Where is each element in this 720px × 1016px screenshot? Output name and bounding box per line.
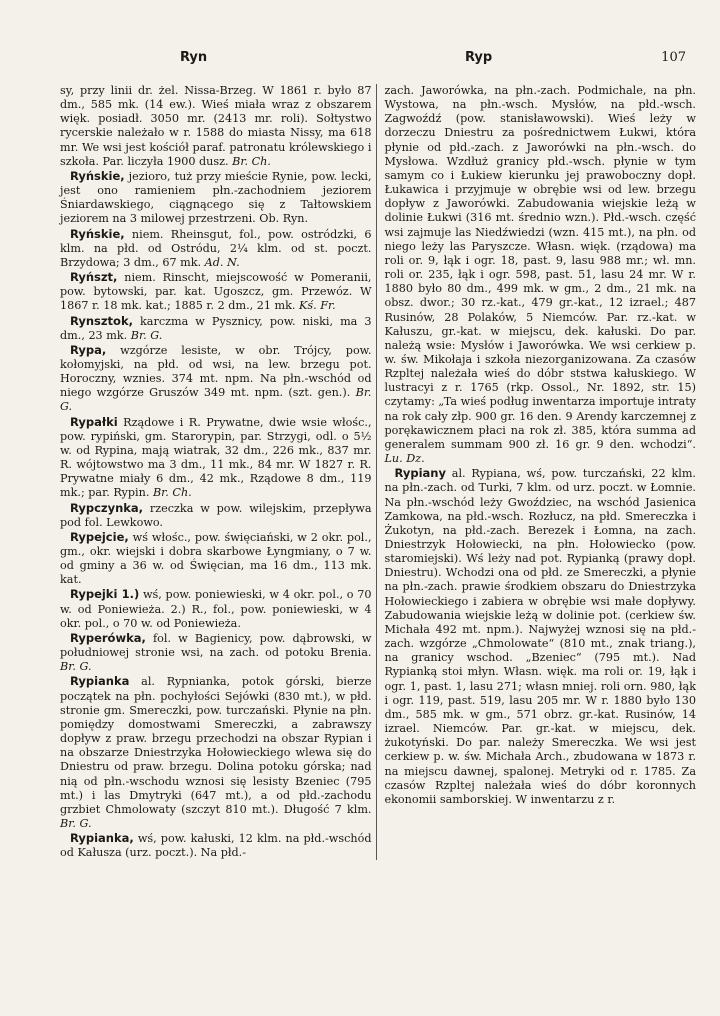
entry-text: wś, pow. kałuski, 12 klm. na płd.-wschód od Kałusza (urz. poczt.). Na płd.- [60,832,372,860]
entry-signature: Br. G. [60,660,92,674]
entry-signature: Lu. Dz. [384,452,425,466]
entry-headword: Rypczynka, [70,500,144,515]
entry-signature: Br. G. [130,328,163,342]
dictionary-entry [60,631,372,674]
dictionary-entry [60,84,372,169]
entry-text: sy, przy linii dr. żel. Nissa-Brzeg. W 1861 r. było 87 dm., 585 mk. (14 ew.). Wieś miała wraz z obszarem więk. posiadł. 3050 mr. (2413 mr. roli). Sołtystwo rycerskie należało w r. 1588 do miasta Nissy, ma 618 mr. We wsi jest kościół paraf. patronatu królewskiego i szkoła. Par. liczyła 1900 dusz. [60,84,372,168]
entry-text: niem. Rheinsgut, fol., pow. ostródzki, 6 klm. na płd. od Ostródu, 2¼ klm. od st. poczt. Brzydowa; 3 dm., 67 mk. [60,227,372,269]
entry-headword: Rypa, [70,342,107,357]
entry-signature: Ad. N. [204,255,240,269]
header-left-title: Ryn [180,50,208,65]
entry-text: zach. Jaworówka, na płn.-zach. Podmichale, na płn. Wystowa, na płn.-wsch. Mysłów, na płd.-wsch. Zagwoźdź (pow. stanisławowski). Wieś leży w dorzeczu Dniestru za pośrednictwem Łukwi, która płynie od płd.-zach. z Jaworówki na płn.-wsch. do Mysłowa. Wzdłuż granicy płd.-wsch. płynie w tym samym co i Łukiew kierunku jej prawoboczny dopł. Łukawica i przyjmuje w obrębie wsi od lew. brzegu dopływ z Jaworówki. Zabudowania wiejskie leżą w dolinie Łukwi (316 mt. średnio wzn.). Płd.-wsch. część wsi zajmuje las Niedźwiedzi (wzn. 415 mt.), na płn. od niego leży las Paryszcze. Własn. więk. (rządowa) ma roli or. 9, łąk i ogr. 18, past. 9, lasu 988 mr.; wł. mn. roli or. 235, łąk i ogr. 598, past. 51, lasu 24 mr. W r. 1880 było 80 dm., 499 mk. w gm., 2 dm., 21 mk. na obsz. dwor.; 30 rz.-kat., 479 gr.-kat., 12 izrael.; 487 Rusinów, 28 Polaków, 5 Niemców. Par. rz.-kat. w Kałuszu, gr.-kat. w miejscu, dek. kałuski. Do par. należą wsie: Mysłów i Jaworówka. We wsi cerkiew p. w. św. Mikołaja i szkoła niezorganizowana. Za czasów Rzpltej należała wieś do dóbr ststwa kałuskiego. W lustracyi z r. 1765 (rkp. Ossol., Nr. 1892, str. 15) czytamy: „Ta wieś podług inwentarza importuje intraty na rok cały złp. 900 gr. 16 den. 9 Arendy karczemnej z porękawicznem płaci na rok zł. 385, która summa ad generalem summam 900 zł. 16 gr. 9 den. wchodzi“. [384,84,697,451]
entry-signature: Br. Ch. [232,154,271,168]
entry-text: niem. Rinscht, miejscowość w Pomeranii, pow. bytowski, par. kat. Ugoszcz, gm. Przewóz. W 1867 r. 18 mk. kat.; 1885 r. 2 dm., 21 mk. [60,271,372,313]
dictionary-entry [60,270,372,313]
dictionary-entry [60,831,372,860]
dictionary-entry [60,227,372,270]
dictionary-entry [60,587,372,630]
entry-headword: Rypianka [70,674,130,689]
entry-headword: Rypianka, [70,831,134,846]
dictionary-entry [385,466,697,807]
entry-headword: Ryperówka, [70,630,146,645]
dictionary-entry [60,314,372,343]
left-column [60,84,377,860]
entry-text: fol. w Bagienicy, pow. dąbrowski, w południowej stronie wsi, na zach. od potoku Brenia. [60,631,372,660]
entry-headword: Rypejcie, [70,529,129,544]
entry-headword: Ryńskie, [70,226,125,241]
text-columns [60,84,696,860]
right-column [383,84,697,860]
page-number: 107 [661,50,686,65]
entry-headword: Rypiany [394,466,446,481]
entry-signature: Br. Ch. [152,486,192,500]
dictionary-entry [385,84,697,466]
entry-headword: Ryńskie, [70,168,125,183]
entry-text: karczma w Pysznicy, pow. niski, ma 3 dm., 23 mk. [60,314,372,342]
dictionary-entry [60,674,372,831]
dictionary-entry [60,501,372,530]
entry-headword: Ryńszt, [70,270,118,285]
entry-headword: Rypejki 1.) [70,587,140,602]
running-header [60,44,696,70]
dictionary-entry [60,343,372,415]
entry-text: wzgórze lesiste, w obr. Trójcy, pow. kołomyjski, na płd. od wsi, na lew. brzegu pot. Horoczny, wznies. 374 mt. npm. Na płn.-wschód od niego wzgórze Gruszów 349 mt. npm. (szt. gen.). [60,343,372,400]
dictionary-entry [60,415,372,501]
entry-text: wś włośc., pow. święciański, w 2 okr. pol., gm., okr. wiejski i dobra skarbowe Łyngmiany, o 7 w. od gminy a 36 w. od Święcian, ma 16 dm., 113 mk. kat. [60,530,372,587]
entry-text: wś, pow. poniewieski, w 4 okr. pol., o 70 w. od Poniewieża. 2.) R., fol., pow. poniewieski, w 4 okr. pol., o 70 w. od Poniewieża. [60,588,372,630]
entry-text: jezioro, tuż przy mieście Rynie, pow. lecki, jest ono ramieniem płn.-zachodniem jeziorem Śniardawskiego, ciągnącego się z Tałtowskiem jeziorem na 3 milowej przestrzeni. Ob. Ryn. [60,169,372,226]
entry-text: Rządowe i R. Prywatne, dwie wsie włośc., pow. rypiński, gm. Starorypin, par. Strzygi, odl. o 5½ w. od Rypina, mają wiatrak, 32 dm., 226 mk., 837 mr. R. wójtowstwo ma 3 dm., 11 mk., 84 mr. W 1827 r. R. Prywatne miały 6 dm., 42 mk., Rządowe 8 dm., 119 mk.; par. Rypin. [60,415,372,500]
dictionary-entry [60,530,372,588]
entry-signature: Kś. Fr. [299,299,336,313]
entry-signature: Br. G. [60,816,92,830]
header-right-title: Ryp [465,50,493,65]
entry-headword: Rypałki [70,414,118,429]
entry-headword: Rynsztok, [70,313,133,328]
entry-text: al. Rypnianka, potok górski, bierze początek na płn. pochyłości Sejówki (830 mt.), w płd. stronie gm. Smereczki, pow. turczański. Płynie na płn. pomiędzy domostwami Smereczki, a zabrawszy dopływ z praw. brzegu przechodzi na obszar Rypian i na obszarze Dniestrzyka Hołowieckiego wlewa się do Dniestru od praw. brzegu. Dolina potoku górska; nad nią od płn.-wschodu wznosi się lesisty Bzeniec (795 mt.) i las Dmytryki (647 mt.), a od płd.-zachodu grzbiet Chmolowaty (szczyt 810 mt.). Długość 7 klm. [60,675,372,816]
entry-text: rzeczka w pow. wilejskim, przepływa pod fol. Lewkowo. [60,501,372,529]
dictionary-entry [60,169,372,227]
entry-signature: Br. G. [60,386,372,414]
entry-text: al. Rypiana, wś, pow. turczański, 22 klm. na płn.-zach. od Turki, 7 klm. od urz. poczt. w Łomnie. Na płn.-wschód leży Gwoździec, na wschód Jasienica Zamkowa, na płd.-wsch. Rozłucz, na płd. Smereczka i Żukotyn, na płd.-zach. Berezek i Łomna, na zach. Dniestrzyk Hołowiecki, na płn. Hołowiecko (pow. staromiejski). Wś leży nad pot. Rypianką (prawy dopł. Dniestru). Wchodzi ona od płd. ze Smereczki, a płynie na płn.-zach. prawie środkiem obszaru do Dniestrzyka Hołowieckiego i zabiera w obrębie wsi małe dopływy. Zabudowania wiejskie leżą w dolinie pot. (cerkiew św. Michała 492 mt. npm.). Najwyżej wznosi się na płd.-zach. wzgórze „Chmolowate“ (810 mt., znak triang.), na granicy wschod. „Bzeniec“ (795 mt.). Nad Rypianką stoi młyn. Własn. więk. ma roli or. 19, łąk i ogr. 1, past. 1, lasu 271; własn mniej. roli orn. 980, łąk i ogr. 119, past. 519, lasu 205 mr. W r. 1880 było 130 dm., 585 mk. w gm., 571 obrz. gr.-kat. Rusinów, 14 izrael. Niemców. Par. gr.-kat. w miejscu, dek. żukotyński. Do par. należy Smereczka. We wsi jest cerkiew p. w. św. Michała Arch., zbudowana w 1873 r. na miejscu dawnej, spalonej. Metryki od r. 1785. Za czasów Rzpltej należała wieś do dóbr koronnych ekonomii samborskiej. W inwentarzu z r. [384,467,696,806]
